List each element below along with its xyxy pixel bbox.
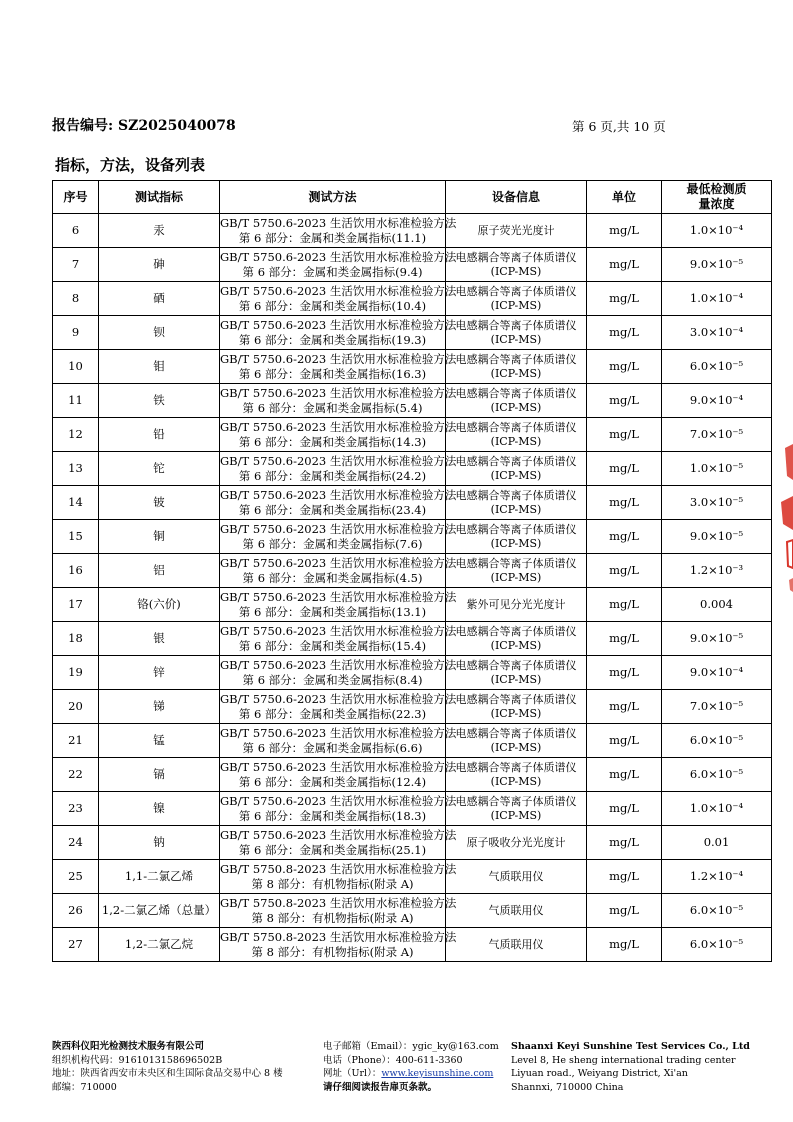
method-clause: 第 8 部分：有机物指标(附录 A) <box>251 876 414 891</box>
section-title: 指标，方法，设备列表 <box>55 156 206 174</box>
table-body <box>53 214 772 962</box>
cell-limit: 6.0×10⁻⁵ <box>662 758 772 792</box>
method-clause: 第 6 部分：金属和类金属指标(8.4) <box>242 672 423 687</box>
col-header-equipment: 设备信息 <box>446 181 587 214</box>
equipment-model: (ICP-MS) <box>490 638 542 652</box>
cell-method <box>220 860 457 894</box>
cell-unit: mg/L <box>587 792 662 826</box>
cell-unit: mg/L <box>587 384 662 418</box>
cell-item: 1,1-二氯乙烯 <box>99 860 220 894</box>
equipment-name: 原子荧光光度计 <box>477 223 555 237</box>
cell-unit: mg/L <box>587 452 662 486</box>
method-standard: GB/T 5750.6-2023 生活饮用水标准检验方法 <box>220 760 457 774</box>
cell-item: 锰 <box>99 724 220 758</box>
cell-unit: mg/L <box>587 486 662 520</box>
cell-limit: 6.0×10⁻⁵ <box>662 350 772 384</box>
cell-limit: 1.0×10⁻⁴ <box>662 282 772 316</box>
col-header-no: 序号 <box>53 181 99 214</box>
cell-method <box>220 894 457 928</box>
cell-equipment <box>446 520 587 554</box>
cell-method <box>220 792 457 826</box>
cell-item: 镍 <box>99 792 220 826</box>
equipment-name: 电感耦合等离子体质谱仪 <box>455 420 577 434</box>
cell-unit: mg/L <box>587 724 662 758</box>
cell-equipment <box>446 690 587 724</box>
table-row <box>53 418 772 452</box>
equipment-name: 电感耦合等离子体质谱仪 <box>455 454 577 468</box>
cell-method <box>220 656 457 690</box>
cell-no: 21 <box>53 724 99 758</box>
equipment-name: 紫外可见分光光度计 <box>466 597 566 611</box>
col-header-method: 测试方法 <box>220 181 446 214</box>
method-standard: GB/T 5750.6-2023 生活饮用水标准检验方法 <box>220 250 457 264</box>
cell-method <box>220 486 457 520</box>
cell-item: 银 <box>99 622 220 656</box>
equipment-model: (ICP-MS) <box>490 298 542 312</box>
footer-email: 电子邮箱（Email）：ygic_ky@163.com <box>323 1041 499 1052</box>
table-row <box>53 928 772 962</box>
cell-item: 铬(六价) <box>99 588 220 622</box>
cell-item: 锌 <box>99 656 220 690</box>
method-standard: GB/T 5750.6-2023 生活饮用水标准检验方法 <box>220 624 457 638</box>
cell-unit: mg/L <box>587 282 662 316</box>
cell-limit: 9.0×10⁻⁵ <box>662 520 772 554</box>
cell-unit: mg/L <box>587 860 662 894</box>
cell-item: 镉 <box>99 758 220 792</box>
cell-no: 13 <box>53 452 99 486</box>
cell-equipment <box>446 350 587 384</box>
cell-no: 16 <box>53 554 99 588</box>
cell-limit: 1.2×10⁻⁴ <box>662 860 772 894</box>
table-row <box>53 282 772 316</box>
cell-limit: 1.0×10⁻⁴ <box>662 214 772 248</box>
cell-no: 9 <box>53 316 99 350</box>
cell-no: 18 <box>53 622 99 656</box>
equipment-model: (ICP-MS) <box>490 366 542 380</box>
report-number: 报告编号: SZ2025040078 <box>52 118 236 134</box>
cell-item: 硒 <box>99 282 220 316</box>
cell-unit: mg/L <box>587 350 662 384</box>
cell-item: 铝 <box>99 554 220 588</box>
cell-unit: mg/L <box>587 418 662 452</box>
cell-limit: 0.01 <box>662 826 772 860</box>
cell-item: 铜 <box>99 520 220 554</box>
cell-equipment <box>446 894 587 928</box>
method-standard: GB/T 5750.6-2023 生活饮用水标准检验方法 <box>220 590 457 604</box>
table-row <box>53 486 772 520</box>
cell-unit: mg/L <box>587 520 662 554</box>
equipment-model: (ICP-MS) <box>490 808 542 822</box>
equipment-model: (ICP-MS) <box>490 672 542 686</box>
footer-url-label: 网址（Url）： <box>323 1068 382 1079</box>
table-row <box>53 656 772 690</box>
equipment-name: 原子吸收分光光度计 <box>466 835 566 849</box>
method-standard: GB/T 5750.8-2023 生活饮用水标准检验方法 <box>220 930 457 944</box>
col-header-unit: 单位 <box>587 181 662 214</box>
method-standard: GB/T 5750.6-2023 生活饮用水标准检验方法 <box>220 284 457 298</box>
cell-no: 7 <box>53 248 99 282</box>
cell-no: 14 <box>53 486 99 520</box>
method-standard: GB/T 5750.6-2023 生活饮用水标准检验方法 <box>220 488 457 502</box>
footer-url-line <box>323 1067 499 1081</box>
cell-limit: 6.0×10⁻⁵ <box>662 724 772 758</box>
method-standard: GB/T 5750.6-2023 生活饮用水标准检验方法 <box>220 216 457 230</box>
equipment-name: 电感耦合等离子体质谱仪 <box>455 556 577 570</box>
equipment-name: 电感耦合等离子体质谱仪 <box>455 624 577 638</box>
equipment-name: 电感耦合等离子体质谱仪 <box>455 386 577 400</box>
table-row <box>53 554 772 588</box>
equipment-model: (ICP-MS) <box>490 264 542 278</box>
cell-equipment <box>446 860 587 894</box>
cell-method <box>220 350 457 384</box>
cell-item: 铍 <box>99 486 220 520</box>
cell-limit: 6.0×10⁻⁵ <box>662 928 772 962</box>
table-row <box>53 248 772 282</box>
cell-method <box>220 554 457 588</box>
table-row <box>53 724 772 758</box>
footer-website-link[interactable]: www.keyisunshine.com <box>381 1068 494 1079</box>
equipment-name: 电感耦合等离子体质谱仪 <box>455 658 577 672</box>
cell-item: 汞 <box>99 214 220 248</box>
equipment-name: 电感耦合等离子体质谱仪 <box>455 760 577 774</box>
col-header-limit: 最低检测质量浓度 <box>662 181 772 214</box>
method-clause: 第 6 部分：金属和类金属指标(13.1) <box>238 604 427 619</box>
method-clause: 第 6 部分：金属和类金属指标(14.3) <box>238 434 427 449</box>
method-clause: 第 6 部分：金属和类金属指标(25.1) <box>238 842 427 857</box>
footer-org-code: 组织机构代码：9161013158696502B <box>52 1054 223 1066</box>
cell-method <box>220 724 457 758</box>
equipment-name: 电感耦合等离子体质谱仪 <box>455 522 577 536</box>
table-row <box>53 860 772 894</box>
cell-no: 15 <box>53 520 99 554</box>
cell-no: 8 <box>53 282 99 316</box>
footer-en-address-1: Level 8, He sheng international trading center <box>511 1054 736 1066</box>
cell-method <box>220 826 457 860</box>
footer-en-address-2: Liyuan road., Weiyang District, Xi'an <box>511 1068 688 1079</box>
method-standard: GB/T 5750.8-2023 生活饮用水标准检验方法 <box>220 896 457 910</box>
cell-no: 20 <box>53 690 99 724</box>
table-row <box>53 350 772 384</box>
cell-method <box>220 758 457 792</box>
cell-no: 10 <box>53 350 99 384</box>
method-clause: 第 6 部分：金属和类金属指标(15.4) <box>238 638 427 653</box>
footer-company-name: 陕西科仪阳光检测技术服务有限公司 <box>52 1041 205 1052</box>
cell-unit: mg/L <box>587 758 662 792</box>
cell-unit: mg/L <box>587 316 662 350</box>
method-standard: GB/T 5750.6-2023 生活饮用水标准检验方法 <box>220 556 457 570</box>
cell-equipment <box>446 826 587 860</box>
footer-notice: 请仔细阅读报告扉页条款。 <box>323 1081 438 1093</box>
cell-no: 6 <box>53 214 99 248</box>
footer-phone: 电话（Phone）：400-611-3360 <box>323 1054 463 1066</box>
cell-method <box>220 622 457 656</box>
equipment-name: 气质联用仪 <box>488 937 544 951</box>
method-clause: 第 6 部分：金属和类金属指标(19.3) <box>238 332 427 347</box>
cell-unit: mg/L <box>587 622 662 656</box>
table-row <box>53 588 772 622</box>
cell-no: 22 <box>53 758 99 792</box>
cell-unit: mg/L <box>587 690 662 724</box>
footer-company-cn <box>52 1040 283 1094</box>
cell-limit: 1.0×10⁻⁴ <box>662 792 772 826</box>
method-clause: 第 6 部分：金属和类金属指标(7.6) <box>242 536 423 551</box>
cell-item: 钼 <box>99 350 220 384</box>
cell-equipment <box>446 622 587 656</box>
cell-limit: 7.0×10⁻⁵ <box>662 690 772 724</box>
method-standard: GB/T 5750.8-2023 生活饮用水标准检验方法 <box>220 862 457 876</box>
cell-method <box>220 248 457 282</box>
method-clause: 第 6 部分：金属和类金属指标(5.4) <box>242 400 423 415</box>
table-row <box>53 316 772 350</box>
table-header-row <box>53 181 772 214</box>
equipment-name: 电感耦合等离子体质谱仪 <box>455 794 577 808</box>
method-standard: GB/T 5750.6-2023 生活饮用水标准检验方法 <box>220 522 457 536</box>
method-standard: GB/T 5750.6-2023 生活饮用水标准检验方法 <box>220 318 457 332</box>
cell-equipment <box>446 656 587 690</box>
footer-contact <box>323 1040 499 1094</box>
cell-limit: 3.0×10⁻⁴ <box>662 316 772 350</box>
equipment-model: (ICP-MS) <box>490 706 542 720</box>
cell-method <box>220 316 457 350</box>
footer-address: 地址：陕西省西安市未央区和生国际食品交易中心 8 楼 <box>52 1068 283 1079</box>
cell-method <box>220 282 457 316</box>
method-clause: 第 8 部分：有机物指标(附录 A) <box>251 910 414 925</box>
seal-stamp-fragment <box>771 440 793 600</box>
table-row <box>53 826 772 860</box>
cell-equipment <box>446 758 587 792</box>
cell-item: 铊 <box>99 452 220 486</box>
cell-item: 砷 <box>99 248 220 282</box>
cell-limit: 0.004 <box>662 588 772 622</box>
cell-equipment <box>446 452 587 486</box>
method-clause: 第 8 部分：有机物指标(附录 A) <box>251 944 414 959</box>
page-indicator: 第 6 页,共 10 页 <box>572 119 666 134</box>
table-row <box>53 520 772 554</box>
equipment-name: 电感耦合等离子体质谱仪 <box>455 318 577 332</box>
cell-no: 27 <box>53 928 99 962</box>
cell-no: 11 <box>53 384 99 418</box>
footer-company-en <box>511 1040 750 1094</box>
method-standard: GB/T 5750.6-2023 生活饮用水标准检验方法 <box>220 794 457 808</box>
table-row <box>53 758 772 792</box>
cell-no: 25 <box>53 860 99 894</box>
cell-no: 24 <box>53 826 99 860</box>
cell-limit: 3.0×10⁻⁵ <box>662 486 772 520</box>
cell-item: 钠 <box>99 826 220 860</box>
cell-limit: 9.0×10⁻⁴ <box>662 656 772 690</box>
indicator-method-equipment-table <box>52 180 772 962</box>
method-clause: 第 6 部分：金属和类金属指标(16.3) <box>238 366 427 381</box>
cell-no: 19 <box>53 656 99 690</box>
equipment-name: 电感耦合等离子体质谱仪 <box>455 726 577 740</box>
cell-no: 12 <box>53 418 99 452</box>
cell-unit: mg/L <box>587 248 662 282</box>
cell-equipment <box>446 554 587 588</box>
method-standard: GB/T 5750.6-2023 生活饮用水标准检验方法 <box>220 352 457 366</box>
table-row <box>53 214 772 248</box>
table-row <box>53 894 772 928</box>
cell-no: 23 <box>53 792 99 826</box>
method-clause: 第 6 部分：金属和类金属指标(11.1) <box>238 230 427 245</box>
method-standard: GB/T 5750.6-2023 生活饮用水标准检验方法 <box>220 726 457 740</box>
col-header-item: 测试指标 <box>99 181 220 214</box>
method-clause: 第 6 部分：金属和类金属指标(6.6) <box>242 740 423 755</box>
footer-en-address-3: Shannxi, 710000 China <box>511 1081 624 1093</box>
table-row <box>53 792 772 826</box>
cell-unit: mg/L <box>587 554 662 588</box>
cell-method <box>220 384 457 418</box>
cell-equipment <box>446 792 587 826</box>
cell-unit: mg/L <box>587 826 662 860</box>
footer-en-company: Shaanxi Keyi Sunshine Test Services Co., Ltd <box>511 1041 750 1052</box>
equipment-model: (ICP-MS) <box>490 536 542 550</box>
method-clause: 第 6 部分：金属和类金属指标(24.2) <box>238 468 427 483</box>
equipment-name: 电感耦合等离子体质谱仪 <box>455 284 577 298</box>
cell-limit: 1.0×10⁻⁵ <box>662 452 772 486</box>
table-row <box>53 452 772 486</box>
cell-item: 锑 <box>99 690 220 724</box>
cell-item: 铅 <box>99 418 220 452</box>
equipment-model: (ICP-MS) <box>490 502 542 516</box>
cell-limit: 9.0×10⁻⁵ <box>662 248 772 282</box>
cell-unit: mg/L <box>587 214 662 248</box>
equipment-model: (ICP-MS) <box>490 774 542 788</box>
cell-method <box>220 928 457 962</box>
method-standard: GB/T 5750.6-2023 生活饮用水标准检验方法 <box>220 828 457 842</box>
cell-no: 17 <box>53 588 99 622</box>
cell-equipment <box>446 214 587 248</box>
cell-item: 1,2-二氯乙烷 <box>99 928 220 962</box>
cell-equipment <box>446 282 587 316</box>
cell-method <box>220 418 457 452</box>
equipment-model: (ICP-MS) <box>490 468 542 482</box>
cell-method <box>220 214 457 248</box>
cell-item: 1,2-二氯乙烯（总量） <box>99 894 220 928</box>
equipment-model: (ICP-MS) <box>490 570 542 584</box>
equipment-model: (ICP-MS) <box>490 740 542 754</box>
cell-limit: 6.0×10⁻⁵ <box>662 894 772 928</box>
cell-equipment <box>446 486 587 520</box>
method-clause: 第 6 部分：金属和类金属指标(12.4) <box>238 774 427 789</box>
equipment-name: 气质联用仪 <box>488 903 544 917</box>
cell-unit: mg/L <box>587 928 662 962</box>
table-row <box>53 690 772 724</box>
cell-equipment <box>446 588 587 622</box>
cell-equipment <box>446 928 587 962</box>
method-standard: GB/T 5750.6-2023 生活饮用水标准检验方法 <box>220 454 457 468</box>
cell-equipment <box>446 418 587 452</box>
footer-postcode: 邮编：710000 <box>52 1081 117 1093</box>
cell-limit: 9.0×10⁻⁵ <box>662 622 772 656</box>
equipment-name: 电感耦合等离子体质谱仪 <box>455 250 577 264</box>
method-clause: 第 6 部分：金属和类金属指标(4.5) <box>242 570 423 585</box>
method-clause: 第 6 部分：金属和类金属指标(18.3) <box>238 808 427 823</box>
method-standard: GB/T 5750.6-2023 生活饮用水标准检验方法 <box>220 658 457 672</box>
cell-limit: 1.2×10⁻³ <box>662 554 772 588</box>
cell-method <box>220 520 457 554</box>
cell-limit: 9.0×10⁻⁴ <box>662 384 772 418</box>
cell-unit: mg/L <box>587 894 662 928</box>
equipment-name: 电感耦合等离子体质谱仪 <box>455 352 577 366</box>
method-clause: 第 6 部分：金属和类金属指标(22.3) <box>238 706 427 721</box>
equipment-model: (ICP-MS) <box>490 400 542 414</box>
method-standard: GB/T 5750.6-2023 生活饮用水标准检验方法 <box>220 420 457 434</box>
method-clause: 第 6 部分：金属和类金属指标(10.4) <box>238 298 427 313</box>
cell-method <box>220 452 457 486</box>
cell-equipment <box>446 316 587 350</box>
method-clause: 第 6 部分：金属和类金属指标(23.4) <box>238 502 427 517</box>
cell-method <box>220 588 457 622</box>
equipment-name: 电感耦合等离子体质谱仪 <box>455 692 577 706</box>
equipment-name: 气质联用仪 <box>488 869 544 883</box>
cell-unit: mg/L <box>587 588 662 622</box>
cell-unit: mg/L <box>587 656 662 690</box>
cell-equipment <box>446 248 587 282</box>
cell-equipment <box>446 384 587 418</box>
cell-item: 铁 <box>99 384 220 418</box>
equipment-name: 电感耦合等离子体质谱仪 <box>455 488 577 502</box>
cell-no: 26 <box>53 894 99 928</box>
method-standard: GB/T 5750.6-2023 生活饮用水标准检验方法 <box>220 692 457 706</box>
equipment-model: (ICP-MS) <box>490 434 542 448</box>
method-clause: 第 6 部分：金属和类金属指标(9.4) <box>242 264 423 279</box>
table-row <box>53 384 772 418</box>
cell-equipment <box>446 724 587 758</box>
cell-limit: 7.0×10⁻⁵ <box>662 418 772 452</box>
cell-method <box>220 690 457 724</box>
equipment-model: (ICP-MS) <box>490 332 542 346</box>
table-row <box>53 622 772 656</box>
cell-item: 钡 <box>99 316 220 350</box>
method-standard: GB/T 5750.6-2023 生活饮用水标准检验方法 <box>220 386 457 400</box>
